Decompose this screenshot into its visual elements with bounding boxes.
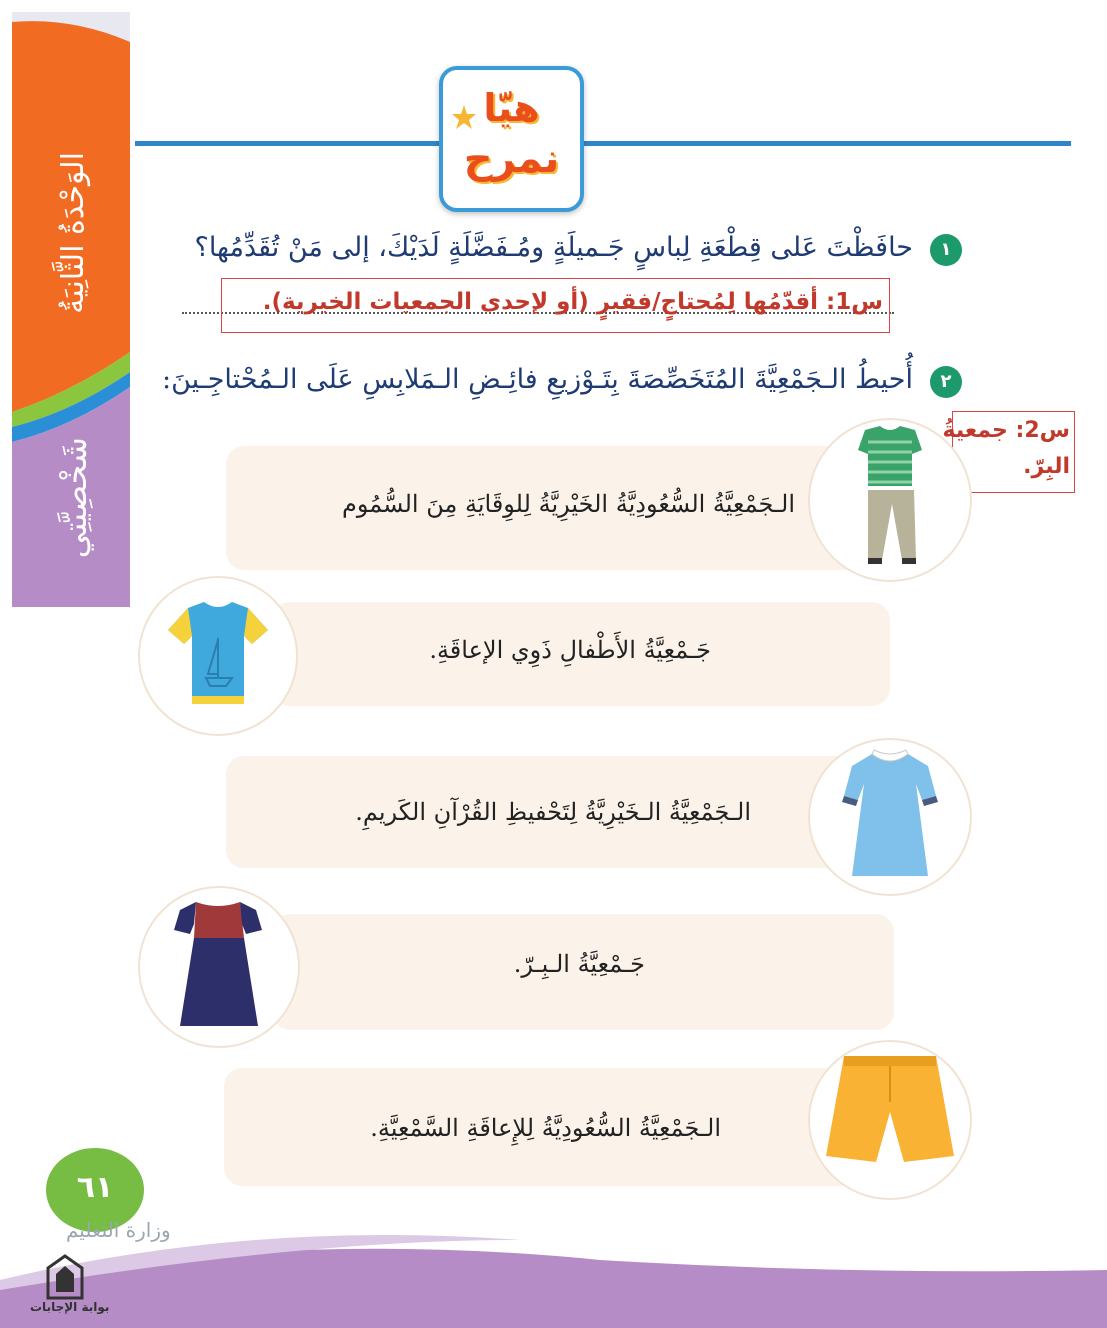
blue-tshirt-icon xyxy=(138,576,298,736)
portal-label: بوابة الإجابات xyxy=(30,1300,110,1314)
badge-line1: هيّا xyxy=(483,86,540,130)
star-icon xyxy=(451,104,477,130)
badge-line2: نمرح xyxy=(463,136,560,182)
organization-name: الـجَمْعِيَّةُ الـخَيْرِيَّةُ لِتَحْفيظِ القُرْآنِ الكَريمِ. xyxy=(355,798,751,826)
question2-number: ٢ xyxy=(930,366,962,398)
question1-text: حافَظْتَ عَلى قِطْعَةِ لِباسٍ جَـميلَةٍ ومُـفَضَّلَةٍ لَدَيْكَ، إلى مَنْ تُقَدِّمُها؟ xyxy=(194,232,913,263)
unit-title: الوَحْدَةُ الثَّانِيَةُ xyxy=(56,152,91,314)
organization-name: الـجَمْعِيَّةُ السُّعُودِيَّةُ الخَيْرِيَّةُ لِلوِقَايَةِ مِنَ السُّمُوم xyxy=(342,490,795,518)
side-tab xyxy=(12,12,130,607)
page-number: ٦١ xyxy=(76,1170,114,1205)
portal-logo-icon xyxy=(44,1254,86,1300)
tshirt-and-pants-icon xyxy=(808,418,972,582)
organization-name: الـجَمْعِيَّةُ السُّعُودِيَّةُ لِلإِعاقَةِ السَّمْعِيَّةِ. xyxy=(370,1114,721,1142)
topic-title: شَخْصِيَّتِي xyxy=(56,437,94,559)
answer2-box xyxy=(942,411,1075,493)
answer1-text: س1: أقدّمُها لِمُحتاجٍ/فقيرٍ (أو لإحدى الجمعيات الخيرية). xyxy=(262,289,883,315)
answer1-box xyxy=(221,278,890,333)
navy-dress-icon xyxy=(138,886,300,1048)
lets-play-badge xyxy=(439,66,584,212)
header-line xyxy=(135,141,1071,146)
question1-number: ١ xyxy=(930,234,962,266)
answer2-line1: س2: جمعيةُ xyxy=(942,418,1070,443)
orange-shorts-icon xyxy=(808,1040,972,1200)
question2-text: أُحيطُ الـجَمْعِيَّةَ المُتَخَصِّصَةَ بِتَـوْزيعِ فائِـضِ الـمَلابِسِ عَلَى الـمُحْتاجِـينَ: xyxy=(162,364,913,395)
answer2-line2: البِرّ. xyxy=(1023,454,1070,479)
blue-dress-icon xyxy=(808,738,972,896)
organization-name: جَـمْعِيَّةُ الأَطْفالِ ذَوِي الإعاقَةِ. xyxy=(429,636,711,664)
ministry-logo-text: وزارة التعليم xyxy=(66,1218,171,1242)
organization-name: جَـمْعِيَّةُ الـبِـرّ. xyxy=(513,950,645,978)
